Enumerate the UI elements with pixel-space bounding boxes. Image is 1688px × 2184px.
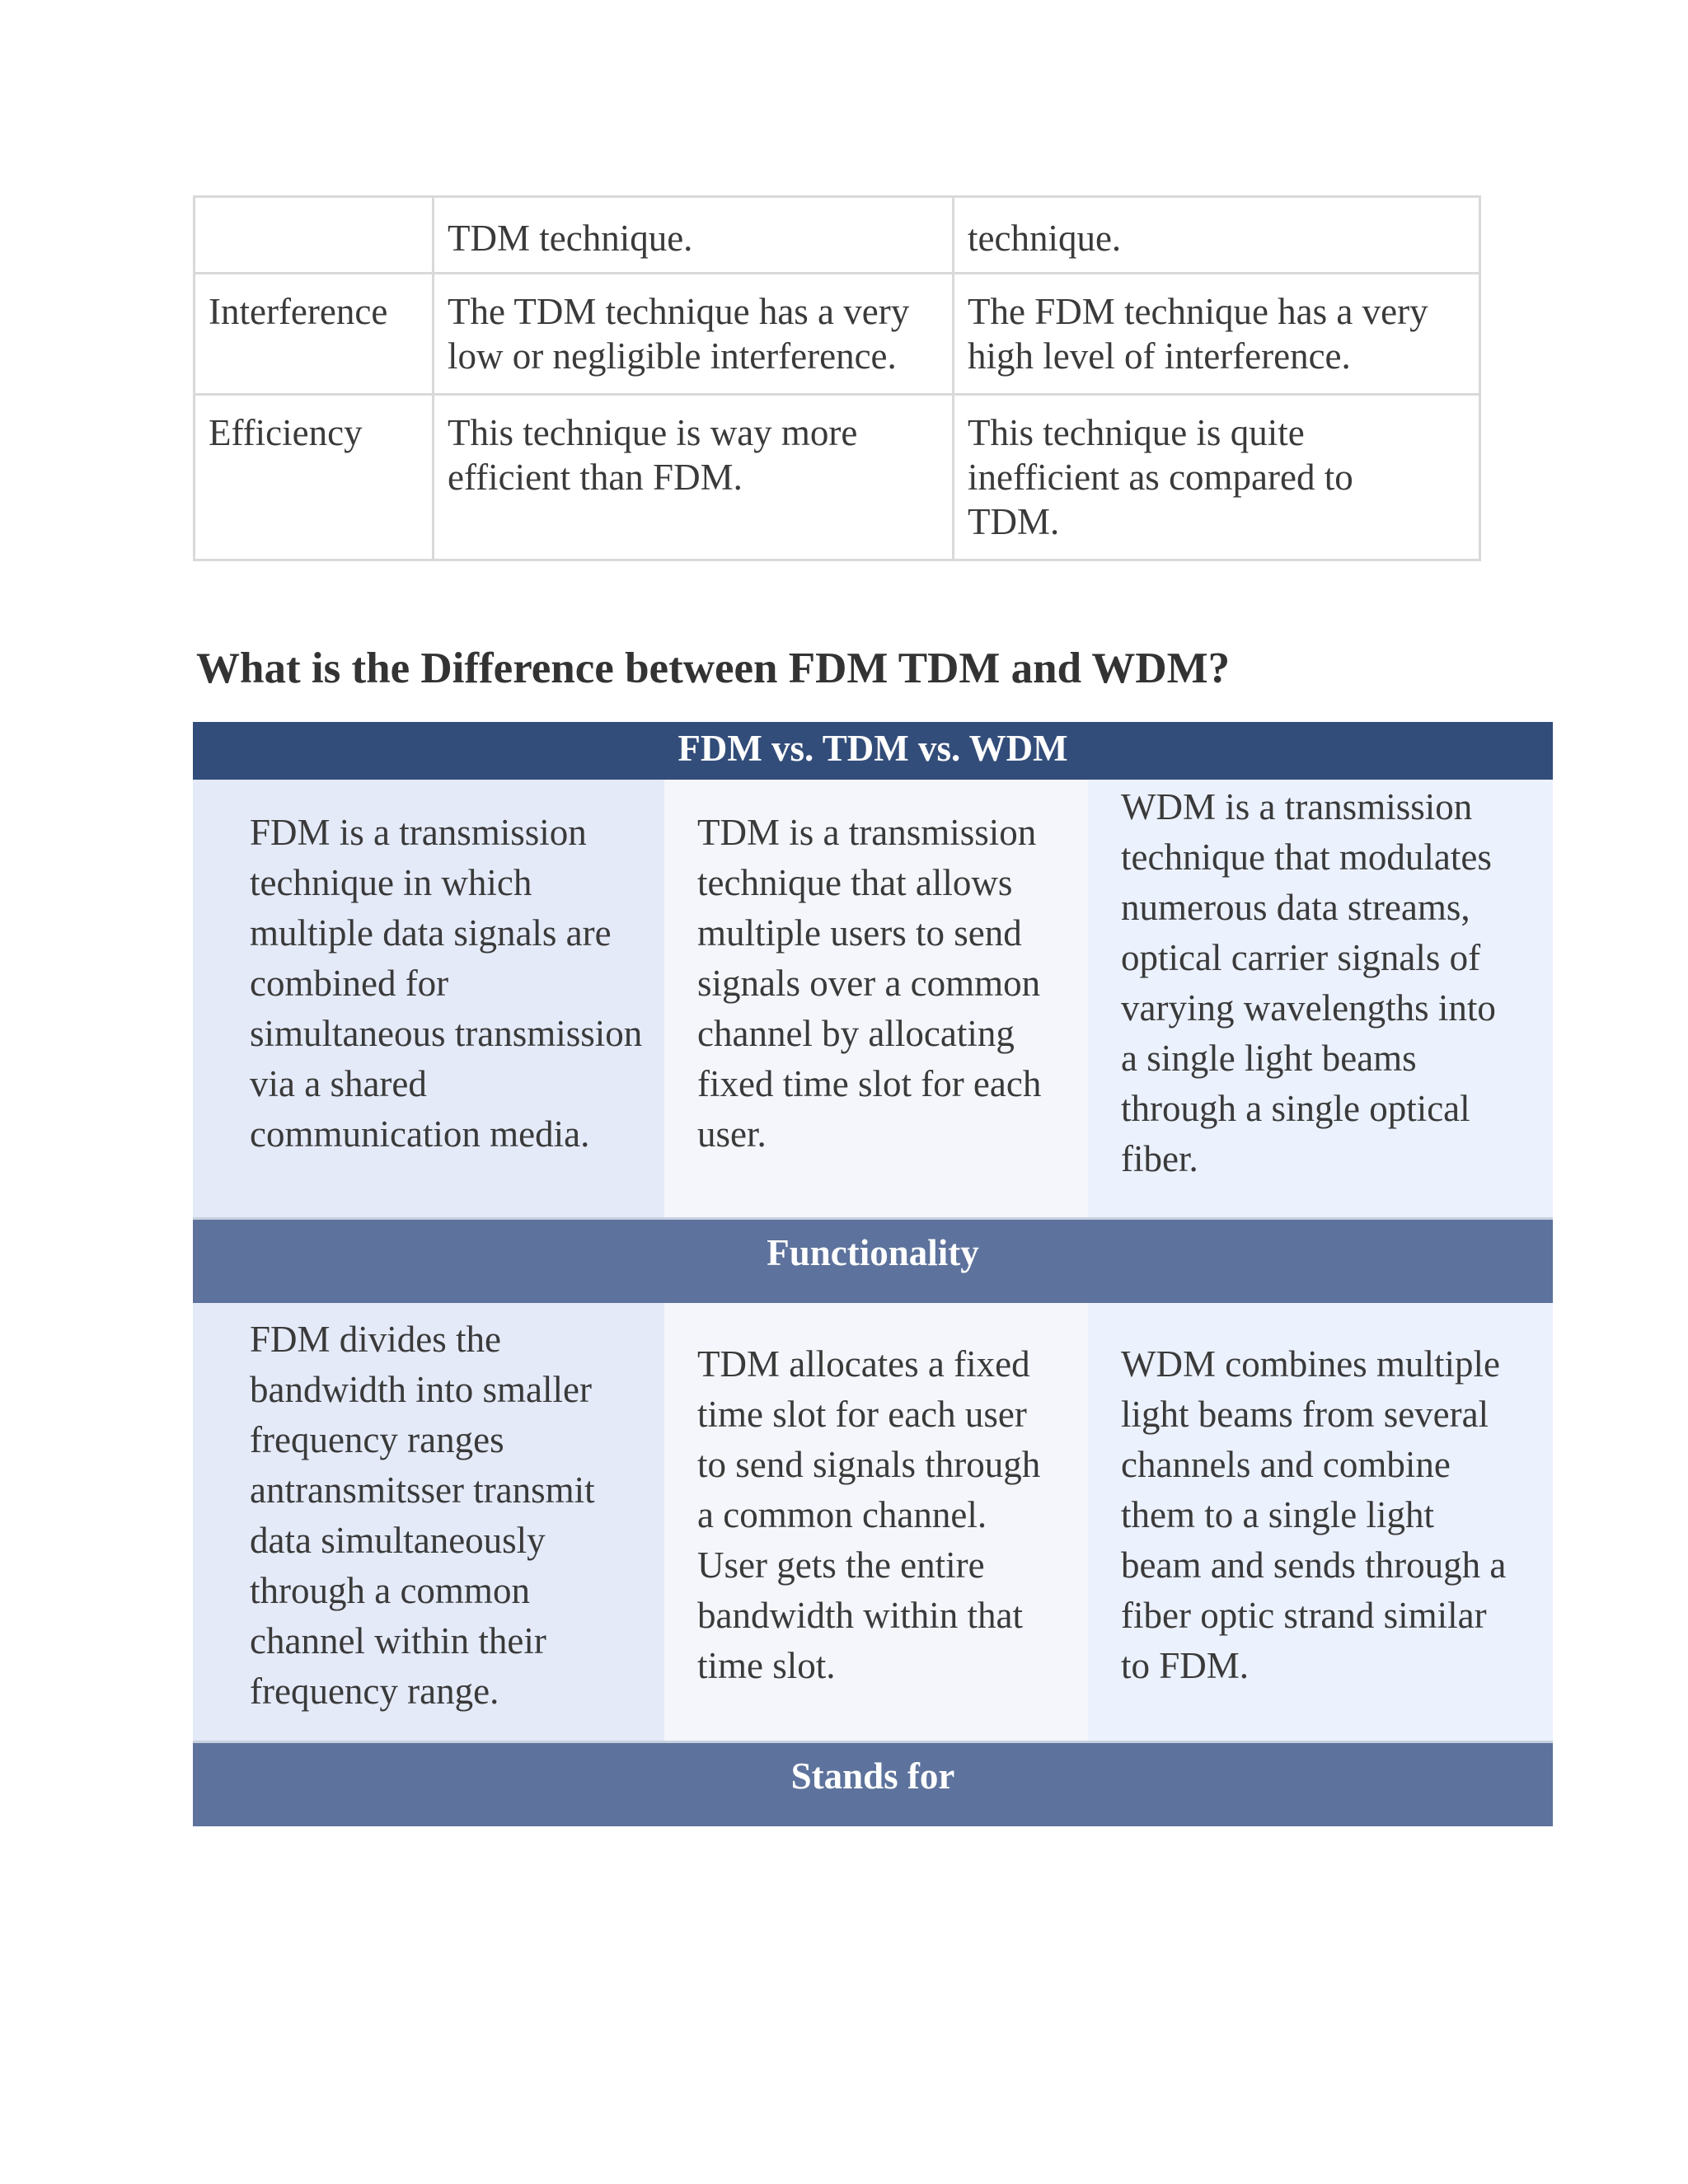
fdm-cell: technique. (954, 197, 1480, 274)
functionality-header: Functionality (193, 1217, 1553, 1303)
fdm-definition: FDM is a transmission technique in which multiple data signals are combined for simultaneous transmission via a shared communication media. (193, 780, 664, 1217)
fdm-cell: This technique is quite inefficient as compared to TDM. (954, 395, 1480, 560)
wdm-functionality: WDM combines multiple light beams from several channels and combine them to a single light beam and sends through a fiber optic strand similar to FDM. (1088, 1303, 1553, 1741)
comparison-table-tdm-fdm (193, 195, 1481, 561)
definition-row (193, 780, 1553, 1217)
tdm-definition: TDM is a transmission technique that allows multiple users to send signals over a common channel by allocating fixed time slot for each user. (664, 780, 1088, 1217)
table-row (195, 197, 1480, 274)
table-row (195, 274, 1480, 395)
fdm-tdm-wdm-comparison (193, 722, 1553, 1826)
fdm-functionality: FDM divides the bandwidth into smaller frequency ranges antransmitsser transmit data simultaneously through a common channel within their frequency range. (193, 1303, 664, 1741)
tdm-cell: TDM technique. (434, 197, 954, 274)
comparison-title: FDM vs. TDM vs. WDM (193, 722, 1553, 780)
stands-for-header: Stands for (193, 1741, 1553, 1826)
tdm-cell: The TDM technique has a very low or negligible interference. (434, 274, 954, 395)
row-label: Interference (195, 274, 434, 395)
row-label (195, 197, 434, 274)
tdm-functionality: TDM allocates a fixed time slot for each user to send signals through a common channel. User gets the entire bandwidth within that time slot. (664, 1303, 1088, 1741)
fdm-cell: The FDM technique has a very high level of interference. (954, 274, 1480, 395)
table-row (195, 395, 1480, 560)
wdm-definition: WDM is a transmission technique that modulates numerous data streams, optical carrier signals of varying wavelengths into a single light beams through a single optical fiber. (1088, 780, 1553, 1217)
section-heading: What is the Difference between FDM TDM and WDM? (196, 644, 1231, 692)
row-label: Efficiency (195, 395, 434, 560)
tdm-cell: This technique is way more efficient than FDM. (434, 395, 954, 560)
functionality-row (193, 1303, 1553, 1741)
